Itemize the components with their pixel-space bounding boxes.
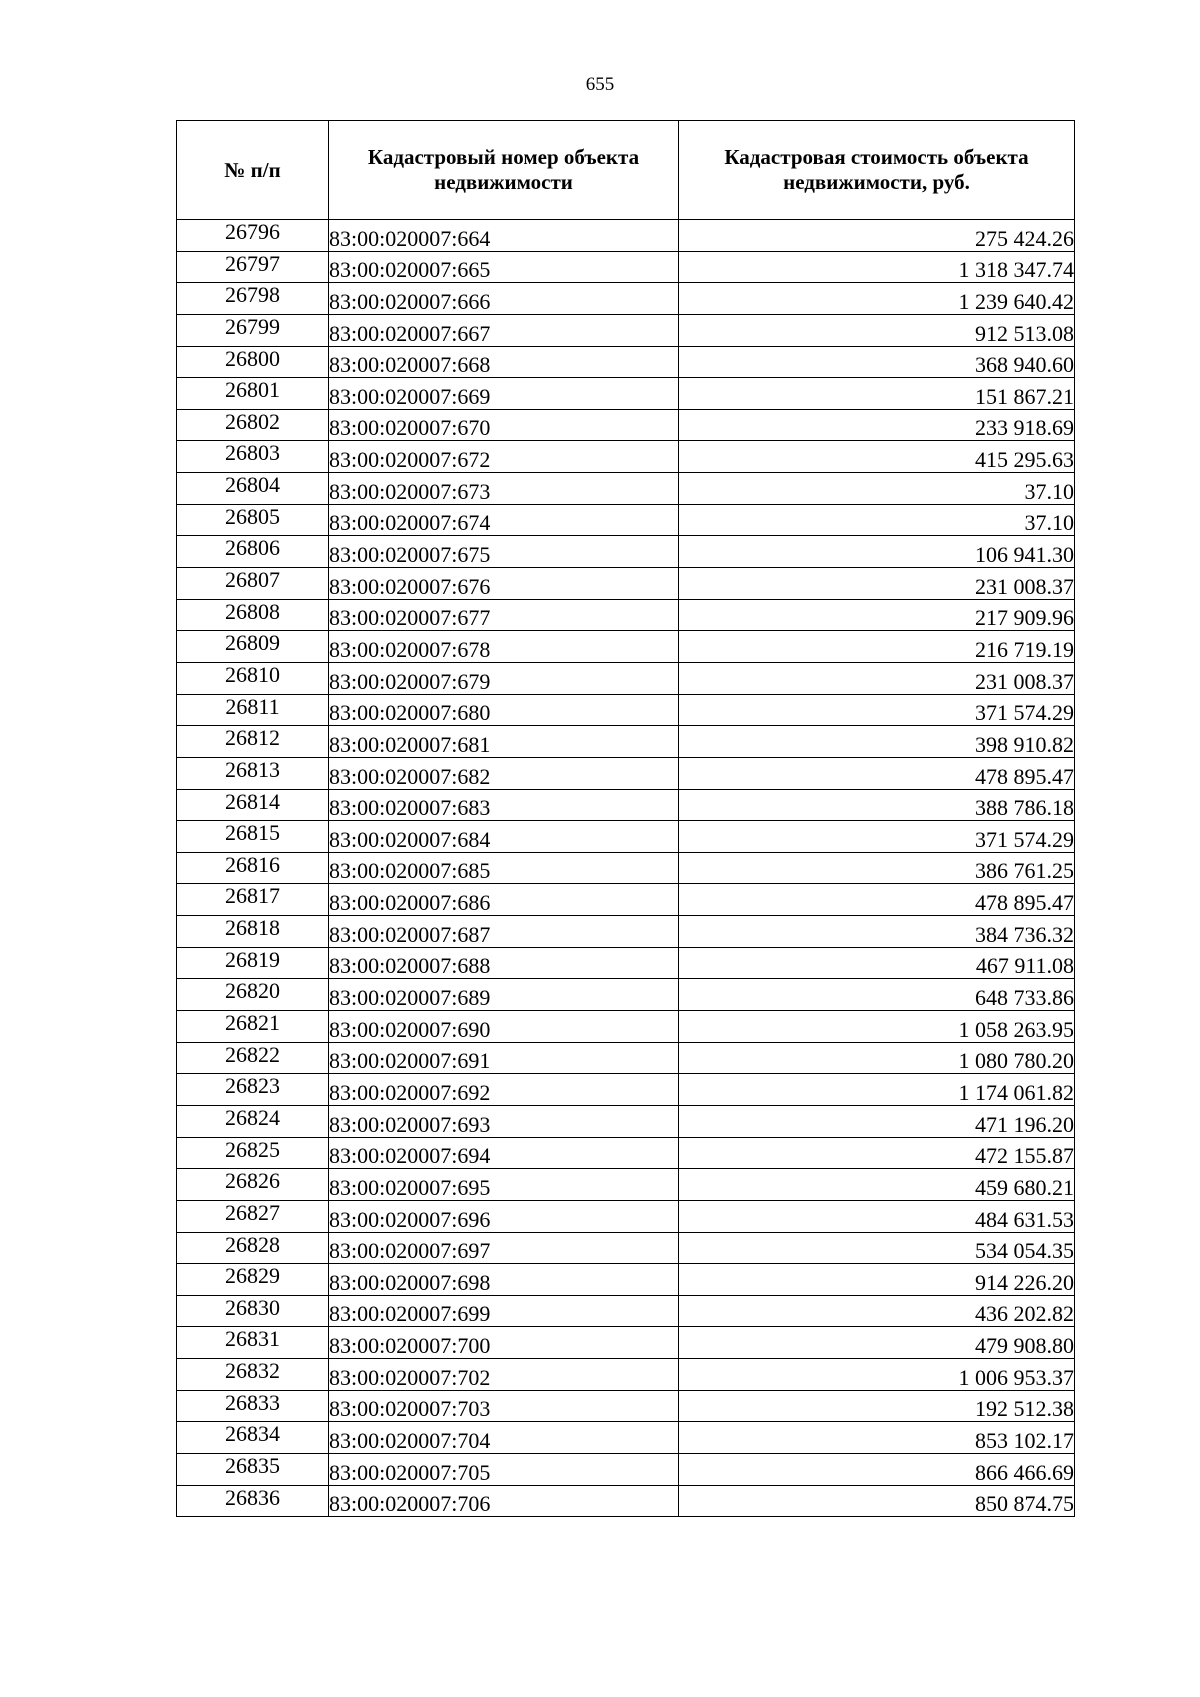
column-header-cadastral-number: Кадастровый номер объекта недвижимости [329,121,679,220]
row-number-cell: 26826 [177,1169,329,1201]
row-number-cell: 26834 [177,1422,329,1454]
table-row [177,631,1075,663]
cadastral-number-cell: 83:00:020007:699 [329,1295,679,1327]
cadastral-number-cell: 83:00:020007:680 [329,694,679,726]
cadastral-number-cell: 83:00:020007:675 [329,536,679,568]
cadastral-number-cell: 83:00:020007:702 [329,1359,679,1391]
cadastral-number-cell: 83:00:020007:688 [329,947,679,979]
cadastral-value-cell: 1 239 640.42 [679,283,1075,315]
row-number-cell: 26817 [177,884,329,916]
row-number-cell: 26833 [177,1390,329,1422]
table-row [177,441,1075,473]
cadastral-value-cell: 484 631.53 [679,1200,1075,1232]
cadastral-value-cell: 384 736.32 [679,916,1075,948]
cadastral-number-cell: 83:00:020007:670 [329,409,679,441]
cadastral-number-cell: 83:00:020007:705 [329,1453,679,1485]
row-number-cell: 26820 [177,979,329,1011]
row-number-cell: 26803 [177,441,329,473]
table-row [177,1390,1075,1422]
table-row [177,789,1075,821]
cadastral-value-cell: 1 058 263.95 [679,1011,1075,1043]
column-header-row-number: № п/п [177,121,329,220]
cadastral-number-cell: 83:00:020007:684 [329,821,679,853]
row-number-cell: 26828 [177,1232,329,1264]
table-row [177,1422,1075,1454]
cadastral-value-cell: 386 761.25 [679,852,1075,884]
row-number-cell: 26827 [177,1200,329,1232]
row-number-cell: 26829 [177,1264,329,1296]
table-row [177,1327,1075,1359]
table-row [177,694,1075,726]
cadastral-number-cell: 83:00:020007:664 [329,220,679,252]
cadastral-number-cell: 83:00:020007:674 [329,504,679,536]
cadastral-number-cell: 83:00:020007:678 [329,631,679,663]
cadastral-number-cell: 83:00:020007:690 [329,1011,679,1043]
cadastral-value-cell: 912 513.08 [679,314,1075,346]
table-row [177,662,1075,694]
cadastral-value-cell: 192 512.38 [679,1390,1075,1422]
row-number-cell: 26816 [177,852,329,884]
cadastral-value-cell: 467 911.08 [679,947,1075,979]
cadastral-number-cell: 83:00:020007:667 [329,314,679,346]
cadastral-number-cell: 83:00:020007:706 [329,1485,679,1517]
table-row [177,220,1075,252]
row-number-cell: 26801 [177,378,329,410]
cadastral-value-cell: 459 680.21 [679,1169,1075,1201]
row-number-cell: 26819 [177,947,329,979]
table-row [177,757,1075,789]
cadastral-number-cell: 83:00:020007:692 [329,1074,679,1106]
row-number-cell: 26818 [177,916,329,948]
table-row [177,599,1075,631]
cadastral-number-cell: 83:00:020007:679 [329,662,679,694]
row-number-cell: 26805 [177,504,329,536]
cadastral-number-cell: 83:00:020007:704 [329,1422,679,1454]
cadastral-value-table [176,120,1075,1517]
table-row [177,314,1075,346]
cadastral-value-cell: 472 155.87 [679,1137,1075,1169]
column-header-cadastral-value: Кадастровая стоимость объекта недвижимости, руб. [679,121,1075,220]
cadastral-value-cell: 853 102.17 [679,1422,1075,1454]
row-number-cell: 26796 [177,220,329,252]
table-row [177,283,1075,315]
cadastral-number-cell: 83:00:020007:682 [329,757,679,789]
row-number-cell: 26797 [177,251,329,283]
cadastral-number-cell: 83:00:020007:672 [329,441,679,473]
row-number-cell: 26807 [177,568,329,600]
table-row [177,1264,1075,1296]
row-number-cell: 26802 [177,409,329,441]
row-number-cell: 26823 [177,1074,329,1106]
cadastral-number-cell: 83:00:020007:681 [329,726,679,758]
row-number-cell: 26812 [177,726,329,758]
row-number-cell: 26821 [177,1011,329,1043]
cadastral-number-cell: 83:00:020007:666 [329,283,679,315]
cadastral-number-cell: 83:00:020007:700 [329,1327,679,1359]
table-row [177,536,1075,568]
cadastral-value-cell: 368 940.60 [679,346,1075,378]
cadastral-number-cell: 83:00:020007:691 [329,1042,679,1074]
cadastral-value-cell: 471 196.20 [679,1105,1075,1137]
table-row [177,726,1075,758]
row-number-cell: 26814 [177,789,329,821]
table-row [177,884,1075,916]
cadastral-value-cell: 216 719.19 [679,631,1075,663]
cadastral-number-cell: 83:00:020007:669 [329,378,679,410]
cadastral-value-cell: 478 895.47 [679,757,1075,789]
row-number-cell: 26809 [177,631,329,663]
table-row [177,1105,1075,1137]
table-row [177,916,1075,948]
cadastral-value-cell: 37.10 [679,504,1075,536]
row-number-cell: 26835 [177,1453,329,1485]
row-number-cell: 26832 [177,1359,329,1391]
table-row [177,409,1075,441]
table-row [177,1169,1075,1201]
cadastral-value-cell: 231 008.37 [679,568,1075,600]
table-header-row [177,121,1075,220]
cadastral-value-cell: 479 908.80 [679,1327,1075,1359]
cadastral-number-cell: 83:00:020007:685 [329,852,679,884]
cadastral-number-cell: 83:00:020007:668 [329,346,679,378]
row-number-cell: 26825 [177,1137,329,1169]
row-number-cell: 26800 [177,346,329,378]
row-number-cell: 26815 [177,821,329,853]
row-number-cell: 26799 [177,314,329,346]
table-row [177,378,1075,410]
cadastral-number-cell: 83:00:020007:694 [329,1137,679,1169]
cadastral-number-cell: 83:00:020007:673 [329,473,679,505]
cadastral-value-cell: 1 318 347.74 [679,251,1075,283]
row-number-cell: 26824 [177,1105,329,1137]
table-row [177,1074,1075,1106]
cadastral-value-cell: 275 424.26 [679,220,1075,252]
cadastral-number-cell: 83:00:020007:686 [329,884,679,916]
table-row [177,1200,1075,1232]
row-number-cell: 26830 [177,1295,329,1327]
table-row [177,504,1075,536]
cadastral-value-cell: 371 574.29 [679,821,1075,853]
table-row [177,1232,1075,1264]
cadastral-value-cell: 1 174 061.82 [679,1074,1075,1106]
cadastral-value-cell: 1 080 780.20 [679,1042,1075,1074]
cadastral-value-cell: 850 874.75 [679,1485,1075,1517]
cadastral-value-cell: 371 574.29 [679,694,1075,726]
cadastral-value-cell: 415 295.63 [679,441,1075,473]
table-row [177,1485,1075,1517]
cadastral-number-cell: 83:00:020007:677 [329,599,679,631]
row-number-cell: 26806 [177,536,329,568]
cadastral-number-cell: 83:00:020007:698 [329,1264,679,1296]
cadastral-number-cell: 83:00:020007:703 [329,1390,679,1422]
cadastral-number-cell: 83:00:020007:665 [329,251,679,283]
cadastral-value-cell: 914 226.20 [679,1264,1075,1296]
table-row [177,1011,1075,1043]
table-row [177,852,1075,884]
table-row [177,1453,1075,1485]
cadastral-number-cell: 83:00:020007:695 [329,1169,679,1201]
cadastral-value-cell: 866 466.69 [679,1453,1075,1485]
row-number-cell: 26798 [177,283,329,315]
table-row [177,1137,1075,1169]
cadastral-number-cell: 83:00:020007:693 [329,1105,679,1137]
row-number-cell: 26836 [177,1485,329,1517]
row-number-cell: 26808 [177,599,329,631]
row-number-cell: 26810 [177,662,329,694]
cadastral-value-cell: 534 054.35 [679,1232,1075,1264]
cadastral-value-cell: 1 006 953.37 [679,1359,1075,1391]
row-number-cell: 26831 [177,1327,329,1359]
table-row [177,251,1075,283]
row-number-cell: 26811 [177,694,329,726]
cadastral-value-cell: 106 941.30 [679,536,1075,568]
table-row [177,947,1075,979]
table-row [177,1295,1075,1327]
cadastral-value-cell: 388 786.18 [679,789,1075,821]
table-row [177,1359,1075,1391]
cadastral-value-cell: 217 909.96 [679,599,1075,631]
cadastral-value-cell: 233 918.69 [679,409,1075,441]
table-row [177,1042,1075,1074]
cadastral-value-cell: 648 733.86 [679,979,1075,1011]
table-row [177,346,1075,378]
cadastral-number-cell: 83:00:020007:696 [329,1200,679,1232]
cadastral-value-cell: 151 867.21 [679,378,1075,410]
cadastral-number-cell: 83:00:020007:687 [329,916,679,948]
table-row [177,979,1075,1011]
cadastral-value-cell: 436 202.82 [679,1295,1075,1327]
row-number-cell: 26822 [177,1042,329,1074]
cadastral-number-cell: 83:00:020007:689 [329,979,679,1011]
row-number-cell: 26813 [177,757,329,789]
cadastral-number-cell: 83:00:020007:676 [329,568,679,600]
cadastral-value-cell: 231 008.37 [679,662,1075,694]
table-row [177,473,1075,505]
cadastral-number-cell: 83:00:020007:697 [329,1232,679,1264]
cadastral-value-cell: 478 895.47 [679,884,1075,916]
cadastral-number-cell: 83:00:020007:683 [329,789,679,821]
table-row [177,821,1075,853]
table-row [177,568,1075,600]
cadastral-value-cell: 37.10 [679,473,1075,505]
table-body [177,220,1075,1517]
row-number-cell: 26804 [177,473,329,505]
page-number: 655 [585,74,615,95]
cadastral-value-cell: 398 910.82 [679,726,1075,758]
